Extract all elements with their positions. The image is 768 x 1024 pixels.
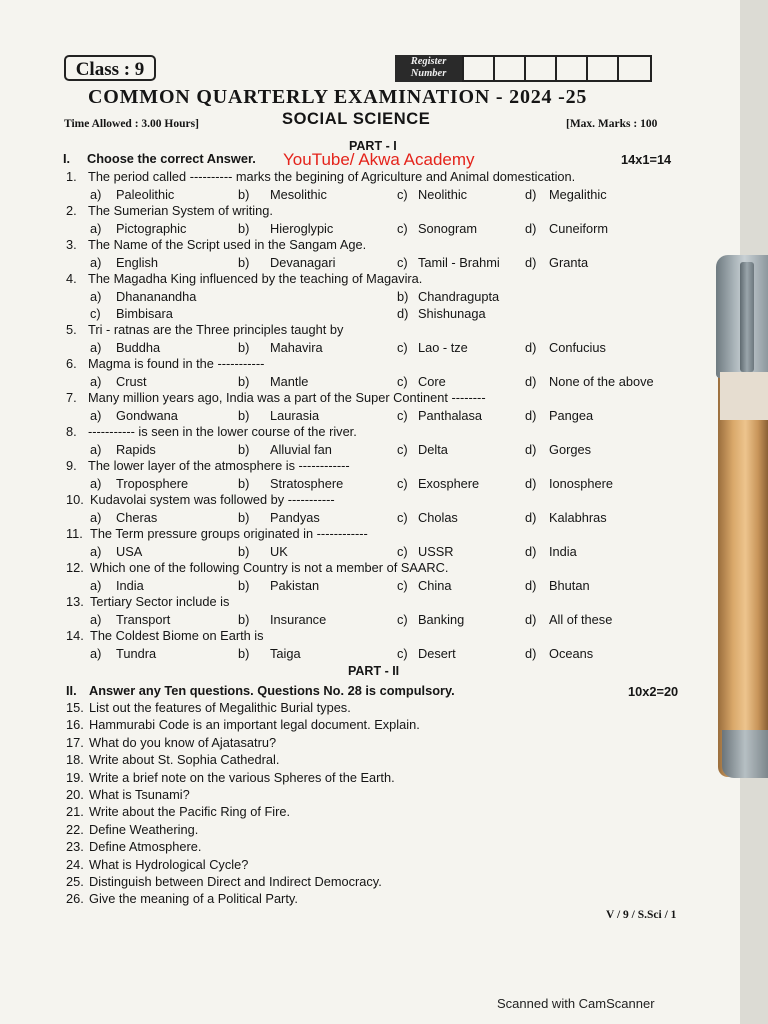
short-question-number: 23. [66,839,84,855]
option-letter: a) [90,374,102,389]
question-number: 6. [66,356,77,371]
option-letter: b) [238,612,250,627]
option-text: English [116,255,158,270]
option-letter: a) [90,578,102,593]
register-cell [464,57,495,80]
question-number: 7. [66,390,77,405]
question-text: Which one of the following Country is not a member of SAARC. [90,560,449,575]
option-text: Alluvial fan [270,442,332,457]
short-question-text: What is Tsunami? [89,787,190,802]
option-text: Transport [116,612,171,627]
option-letter: b) [238,374,250,389]
option-letter: c) [90,306,101,321]
option-letter: b) [238,187,250,202]
short-question-number: 20. [66,787,84,802]
option-letter: d) [525,544,537,559]
option-letter: a) [90,476,102,491]
option-text: India [116,578,144,593]
question-number: 9. [66,458,77,473]
option-text: Pandyas [270,510,320,525]
option-letter: a) [90,612,102,627]
question-text: Kudavolai system was followed by ----------- [90,492,335,507]
short-question-number: 18. [66,752,84,768]
option-text: Ionosphere [549,476,614,491]
option-text: Devanagari [270,255,336,270]
option-letter: b) [238,578,250,593]
question-number: 1. [66,169,77,184]
option-letter: a) [90,510,102,525]
option-letter: d) [525,578,537,593]
short-question-text: Write a brief note on the various Spheres of the Earth. [89,769,395,785]
option-letter: a) [90,544,102,559]
option-letter: d) [525,612,537,627]
short-question-text: What do you know of Ajatasatru? [89,734,277,750]
option-letter: a) [90,255,102,270]
option-text: Granta [549,255,589,270]
short-question-text: Define Atmosphere. [89,839,202,855]
question-text: Tri - ratnas are the Three principles taught by [88,322,344,337]
register-cell [495,57,526,80]
option-text: Gondwana [116,408,178,423]
question-text: The Term pressure groups originated in ------------ [90,526,368,541]
option-text: Mantle [270,374,309,389]
option-letter: b) [238,340,250,355]
question-text: The period called ---------- marks the begining of Agriculture and Animal domestication. [88,169,576,184]
time-allowed: Time Allowed : 3.00 Hours] [64,118,199,130]
short-question-text: Give the meaning of a Political Party. [89,891,298,907]
option-text: Delta [418,442,448,457]
option-text: Banking [418,612,465,627]
option-letter: d) [397,306,409,321]
option-letter: b) [238,255,250,270]
option-text: Paleolithic [116,187,175,202]
camscanner-watermark: Scanned with CamScanner [497,996,655,1011]
option-letter: c) [397,442,408,457]
section-1-instruction: Choose the correct Answer. [87,151,256,166]
short-question-text: List out the features of Megalithic Burial types. [89,700,351,715]
option-text: Pangea [549,408,594,423]
short-question-number: 22. [66,821,84,837]
short-question-number: 25. [66,874,84,889]
question-text: The lower layer of the atmosphere is ------------ [88,458,350,473]
option-text: Cuneiform [549,221,609,236]
option-letter: b) [238,221,250,236]
register-cell [526,57,557,80]
option-text: Cholas [418,510,458,525]
option-letter: b) [238,476,250,491]
section-2-marks: 10x2=20 [628,684,679,699]
section-1-number: I. [63,151,71,166]
question-text: The Sumerian System of writing. [88,203,273,218]
option-text: Pakistan [270,578,320,593]
option-letter: d) [525,255,537,270]
option-text: Insurance [270,612,327,627]
option-letter: b) [238,646,250,661]
option-letter: a) [90,340,102,355]
part-1-heading: PART - I [349,139,397,153]
option-letter: b) [397,289,409,304]
youtube-watermark: YouTube/ Akwa Academy [283,150,475,169]
option-letter: a) [90,646,102,661]
question-number: 4. [66,271,77,286]
option-text: Desert [418,646,456,661]
short-question-number: 17. [66,734,84,750]
pen-band [720,372,768,420]
option-text: Megalithic [549,187,607,202]
short-question-text: Write about St. Sophia Cathedral. [89,752,280,768]
pen-tip [722,730,768,778]
option-letter: c) [397,476,408,491]
option-letter: a) [90,408,102,423]
option-letter: c) [397,187,408,202]
register-cell [619,57,650,80]
option-text: Troposphere [116,476,189,491]
short-question-text: Define Weathering. [89,821,199,837]
option-letter: d) [525,374,537,389]
subject-title: SOCIAL SCIENCE [282,110,431,128]
max-marks: [Max. Marks : 100 [566,118,658,130]
pen-clip [740,262,754,372]
option-text: Core [418,374,446,389]
option-text: Confucius [549,340,606,355]
option-letter: d) [525,476,537,491]
option-letter: c) [397,646,408,661]
question-number: 13. [66,594,84,609]
option-letter: d) [525,221,537,236]
short-question-text: What is Hydrological Cycle? [89,856,249,872]
section-1-marks: 14x1=14 [621,152,672,167]
question-text: Many million years ago, India was a part of the Super Continent -------- [88,390,486,405]
option-letter: a) [90,187,102,202]
option-letter: c) [397,578,408,593]
option-text: Chandragupta [418,289,500,304]
short-question-text: Write about the Pacific Ring of Fire. [89,804,291,820]
option-letter: c) [397,340,408,355]
option-letter: d) [525,408,537,423]
option-text: All of these [549,612,613,627]
option-text: Cheras [116,510,158,525]
option-text: Laurasia [270,408,320,423]
option-letter: c) [397,255,408,270]
question-text: ----------- is seen in the lower course of the river. [88,424,357,439]
option-text: USA [116,544,143,559]
option-letter: b) [238,408,250,423]
option-text: USSR [418,544,454,559]
option-letter: b) [238,442,250,457]
question-text: The Magadha King influenced by the teaching of Magavira. [88,271,423,286]
option-text: None of the above [549,374,654,389]
short-question-number: 15. [66,700,84,715]
short-question-text: Distinguish between Direct and Indirect Democracy. [89,874,382,889]
option-letter: c) [397,374,408,389]
option-text: Rapids [116,442,156,457]
option-letter: c) [397,544,408,559]
short-question-number: 24. [66,856,84,872]
option-letter: a) [90,289,102,304]
section-2-instruction: Answer any Ten questions. Questions No. 28 is compulsory. [89,683,455,698]
page-code: V / 9 / S.Sci / 1 [606,909,677,921]
option-text: Hieroglypic [270,221,334,236]
option-text: Tamil - Brahmi [418,255,500,270]
option-text: Bhutan [549,578,590,593]
option-text: Shishunaga [418,306,486,321]
short-question-text: Hammurabi Code is an important legal document. Explain. [89,717,420,733]
option-letter: b) [238,510,250,525]
question-number: 12. [66,560,84,575]
option-text: Lao - tze [418,340,468,355]
option-text: China [418,578,452,593]
option-letter: a) [90,442,102,457]
option-letter: d) [525,442,537,457]
register-number-label: Register Number [395,55,462,82]
option-text: Crust [116,374,147,389]
question-text: Tertiary Sector include is [90,594,230,609]
option-text: India [549,544,577,559]
question-number: 3. [66,237,77,252]
short-question-number: 16. [66,717,84,733]
option-letter: d) [525,340,537,355]
option-text: Stratosphere [270,476,344,491]
option-text: Bimbisara [116,306,173,321]
part-2-heading: PART - II [348,664,400,678]
short-question-number: 26. [66,891,84,907]
question-number: 10. [66,492,84,507]
question-number: 14. [66,628,84,643]
option-text: Mesolithic [270,187,327,202]
option-text: Mahavira [270,340,323,355]
option-text: Exosphere [418,476,480,491]
option-text: Pictographic [116,221,187,236]
class-label: Class : 9 [64,55,156,81]
question-number: 2. [66,203,77,218]
register-cell [588,57,619,80]
option-text: Sonogram [418,221,478,236]
option-text: Taiga [270,646,301,661]
option-text: Oceans [549,646,594,661]
section-2-number: II. [66,683,77,698]
question-number: 8. [66,424,77,439]
option-text: Panthalasa [418,408,483,423]
question-text: The Coldest Biome on Earth is [90,628,264,643]
option-text: UK [270,544,288,559]
option-text: Buddha [116,340,161,355]
question-text: Magma is found in the ----------- [88,356,265,371]
option-letter: c) [397,612,408,627]
register-cell [557,57,588,80]
question-number: 11. [66,526,83,541]
option-text: Neolithic [418,187,468,202]
question-text: The Name of the Script used in the Sangam Age. [88,237,367,252]
option-text: Kalabhras [549,510,607,525]
option-letter: c) [397,510,408,525]
option-text: Dhananandha [116,289,197,304]
option-letter: c) [397,221,408,236]
question-number: 5. [66,322,77,337]
option-letter: a) [90,221,102,236]
short-question-number: 19. [66,769,84,785]
option-letter: b) [238,544,250,559]
option-letter: d) [525,646,537,661]
register-number-boxes [462,55,652,82]
short-question-number: 21. [66,804,84,820]
option-letter: d) [525,187,537,202]
option-letter: c) [397,408,408,423]
option-letter: d) [525,510,537,525]
option-text: Gorges [549,442,591,457]
exam-title: COMMON QUARTERLY EXAMINATION - 2024 -25 [88,86,588,108]
option-text: Tundra [116,646,157,661]
